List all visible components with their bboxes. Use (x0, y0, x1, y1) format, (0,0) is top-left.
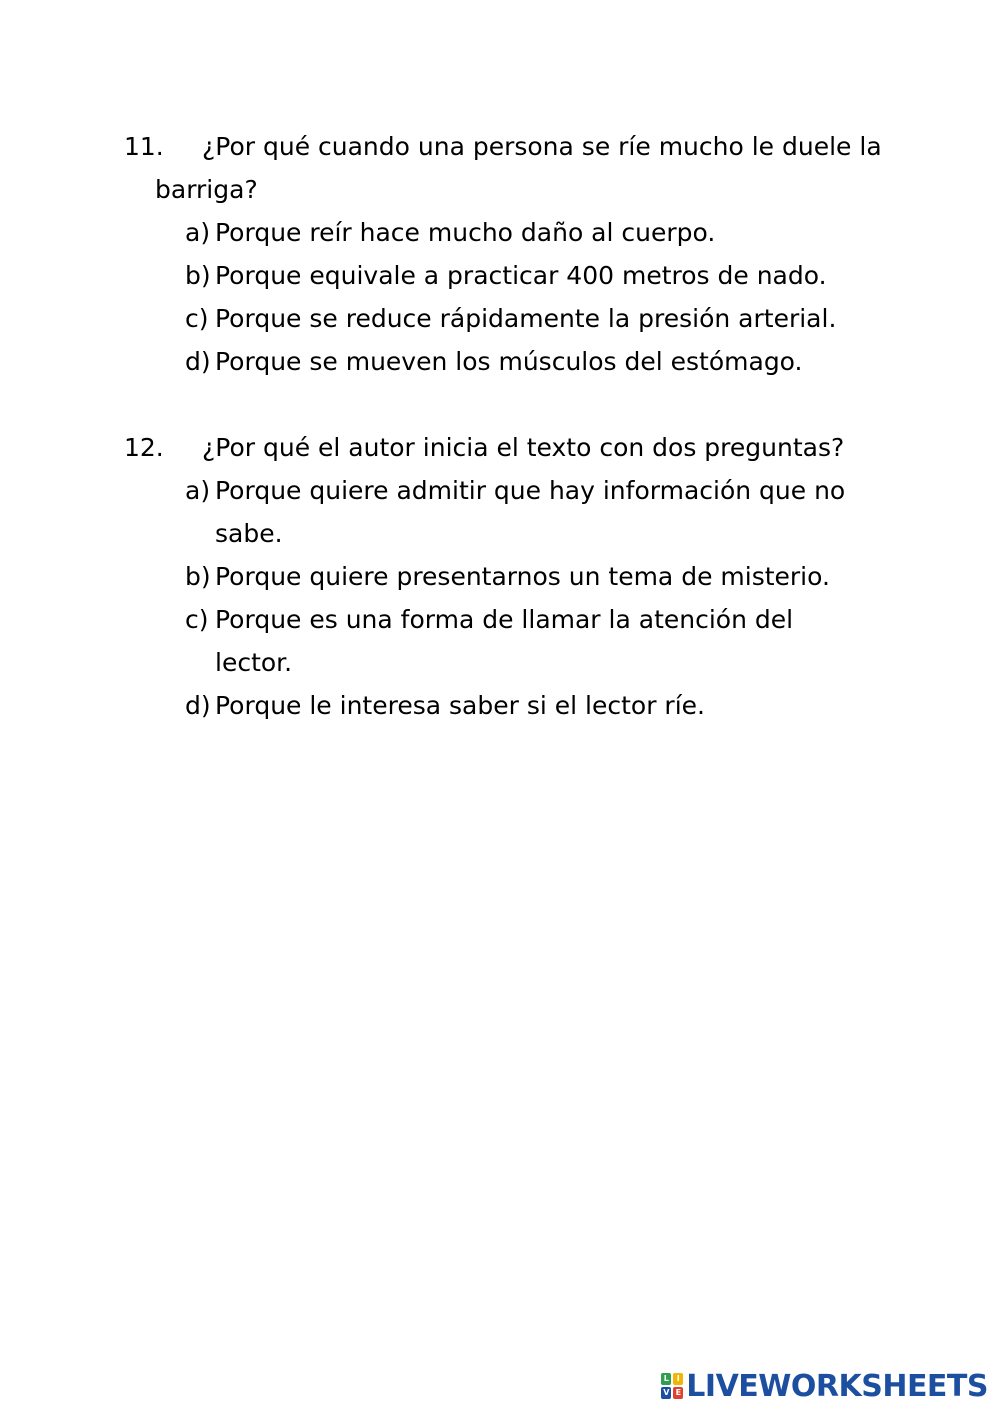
option-letter: a) (185, 476, 211, 505)
question-text-continuation: barriga? (155, 175, 258, 204)
option-text: Porque quiere presentarnos un tema de misterio. (215, 562, 830, 591)
option-letter: b) (185, 261, 211, 290)
option-letter: d) (185, 691, 211, 720)
option-text: Porque le interesa saber si el lector ríe. (215, 691, 705, 720)
option-letter: c) (185, 605, 209, 634)
liveworksheets-logo-icon: L I V E (661, 1373, 683, 1399)
option-text: Porque se reduce rápidamente la presión arterial. (215, 304, 837, 333)
option-text: Porque reír hace mucho daño al cuerpo. (215, 218, 716, 247)
option-text: Porque quiere admitir que hay información que no (215, 476, 846, 505)
option-text-continuation: lector. (215, 648, 293, 677)
option-text: Porque equivale a practicar 400 metros de nado. (215, 261, 827, 290)
brand-name: LIVEWORKSHEETS (686, 1368, 988, 1404)
question-text: ¿Por qué el autor inicia el texto con dos preguntas? (202, 433, 845, 462)
question-number: 12. (124, 433, 164, 462)
question-number: 11. (124, 132, 164, 161)
option-letter: a) (185, 218, 211, 247)
liveworksheets-watermark (661, 1366, 988, 1406)
question-text: ¿Por qué cuando una persona se ríe mucho le duele la (202, 132, 882, 161)
option-text-continuation: sabe. (215, 519, 283, 548)
option-letter: b) (185, 562, 211, 591)
option-text: Porque se mueven los músculos del estómago. (215, 347, 803, 376)
option-letter: d) (185, 347, 211, 376)
option-letter: c) (185, 304, 209, 333)
option-text: Porque es una forma de llamar la atención del (215, 605, 794, 634)
